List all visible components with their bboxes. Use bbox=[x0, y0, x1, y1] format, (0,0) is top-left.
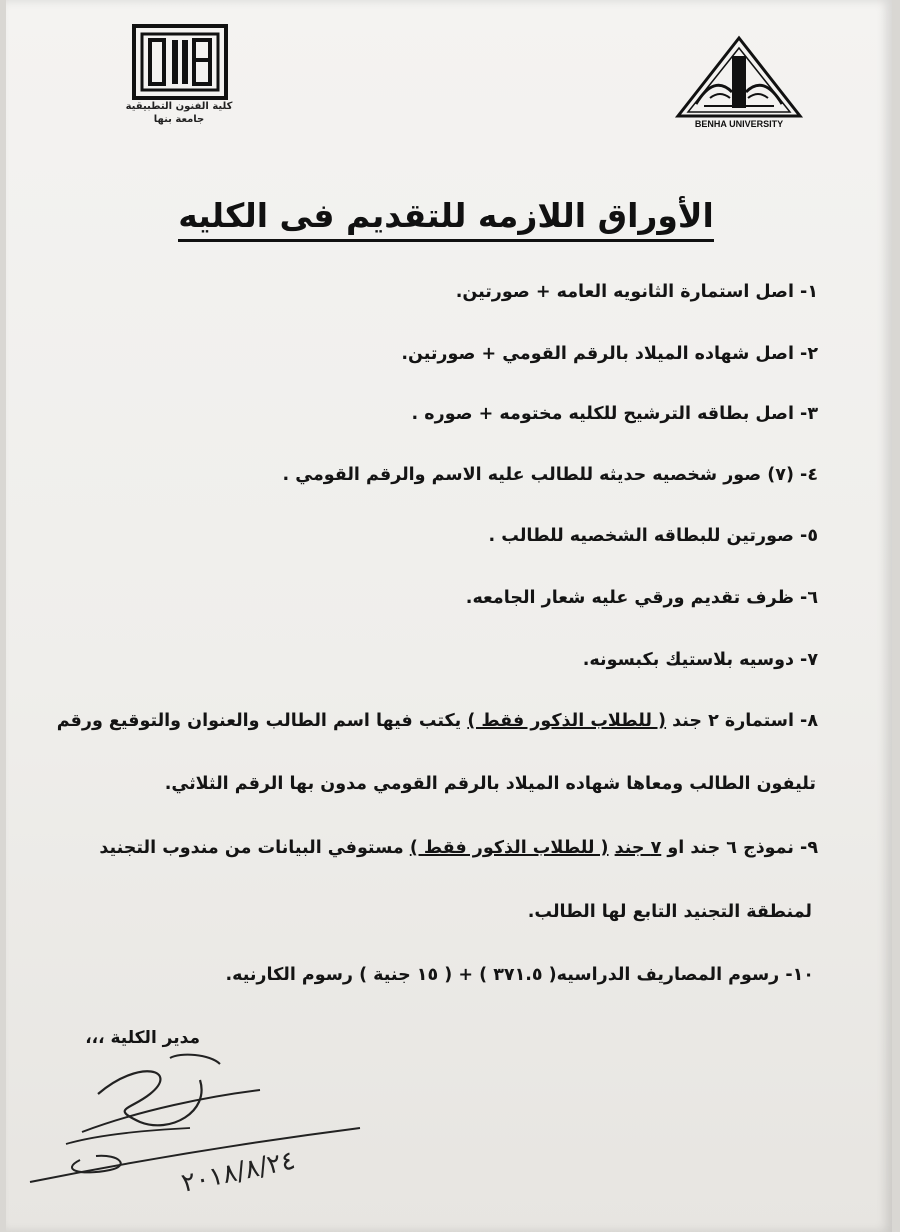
list-item-7: ٧- دوسيه بلاستيك بكبسونه. bbox=[582, 650, 818, 670]
list-item-3: ٣- اصل بطاقه الترشيح للكليه مختومه + صوره . bbox=[411, 404, 818, 424]
list-item-8 bbox=[28, 711, 818, 731]
list-item-2: ٢- اصل شهاده الميلاد بالرقم القومي + صورتين. bbox=[401, 344, 818, 364]
list-item-9-post: مستوفي البيانات من مندوب التجنيد bbox=[99, 838, 410, 858]
list-item-9-form: ٧ جند bbox=[614, 838, 662, 858]
handwritten-date: ٢٠١٨/٨/٢٤ bbox=[178, 1145, 298, 1199]
seal-text: BENHA UNIVERSITY bbox=[694, 119, 784, 129]
list-item-9-line2: لمنطقة التجنيد التابع لها الطالب. bbox=[527, 902, 812, 922]
list-item-9 bbox=[28, 838, 818, 858]
dean-signature-label: مدير الكلية ،،، bbox=[85, 1028, 200, 1048]
college-name: كلية الفنون التطبيقية bbox=[125, 101, 233, 112]
list-item-4: ٤- (٧) صور شخصيه حديثه للطالب عليه الاسم والرقم القومي . bbox=[282, 465, 818, 485]
list-item-8-note: ( للطلاب الذكور فقط ) bbox=[467, 711, 667, 731]
college-logo-caption bbox=[114, 100, 244, 126]
list-item-10: ١٠- رسوم المصاريف الدراسيه( ٣٧١.٥ ) + ( ١٥ جنية ) رسوم الكارنيه. bbox=[225, 965, 814, 985]
list-item-1: ١- اصل استمارة الثانويه العامه + صورتين. bbox=[455, 282, 818, 302]
list-item-5: ٥- صورتين للبطاقه الشخصيه للطالب . bbox=[488, 526, 818, 546]
list-item-8-post: يكتب فيها اسم الطالب والعنوان والتوقيع ورقم bbox=[56, 711, 468, 731]
page-title-text: الأوراق اللازمه للتقديم فى الكليه bbox=[178, 196, 714, 242]
college-logo-icon bbox=[132, 24, 228, 100]
list-item-9-note: ( للطلاب الذكور فقط ) bbox=[409, 838, 609, 858]
list-item-9-pre: ٩- نموذج ٦ جند او bbox=[661, 838, 818, 858]
handwritten-signature-icon bbox=[20, 1050, 380, 1210]
benha-university-seal-icon bbox=[674, 34, 804, 130]
university-name: جامعة بنها bbox=[153, 114, 205, 125]
page-title bbox=[126, 196, 766, 235]
document-page bbox=[6, 0, 892, 1232]
list-item-8-line2: تليفون الطالب ومعاها شهاده الميلاد بالرقم القومي مدون بها الرقم الثلاثي. bbox=[164, 774, 816, 794]
list-item-6: ٦- ظرف تقديم ورقي عليه شعار الجامعه. bbox=[465, 588, 818, 608]
list-item-8-pre: ٨- استمارة ٢ جند bbox=[666, 711, 818, 731]
